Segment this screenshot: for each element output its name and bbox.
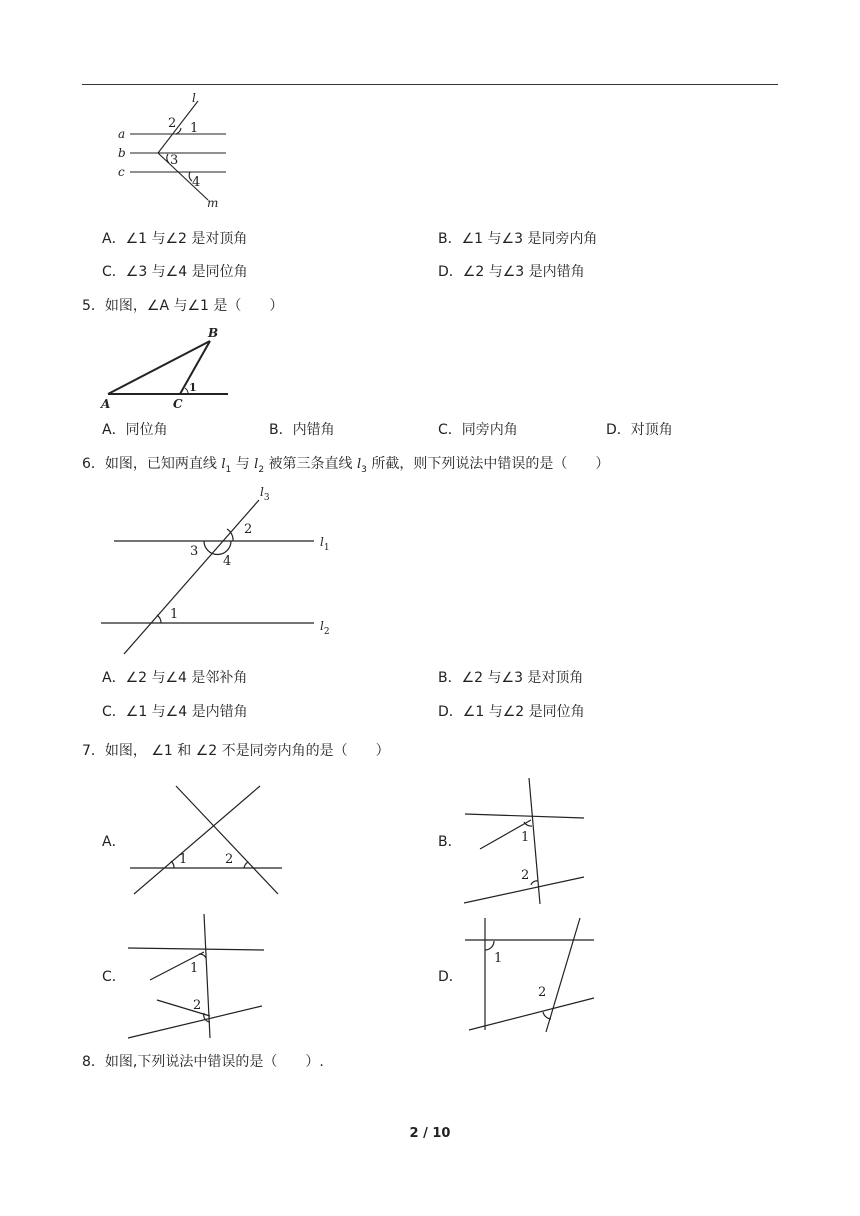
q5-label-c: C <box>173 397 183 411</box>
q5-option-c: C．同旁内角 <box>438 422 518 438</box>
q6-stem-post: 所截，则下列说法中错误的是（ ） <box>366 456 610 472</box>
q6-option-c: C．∠1 与∠4 是内错角 <box>102 704 248 720</box>
q6-option-d: D．∠1 与∠2 是同位角 <box>438 704 585 720</box>
q6-figure <box>96 480 346 660</box>
q7-option-a-label: A． <box>102 834 126 850</box>
q8-stem: 8．如图,下列说法中错误的是（ ）. <box>82 1054 324 1070</box>
q6-angle-4: 4 <box>223 554 232 569</box>
q5-label-b: B <box>208 326 219 340</box>
q6-option-b: B．∠2 与∠3 是对顶角 <box>438 670 584 686</box>
q5-option-a: A．同位角 <box>102 422 168 438</box>
q6-stem-l3-sub: 3 <box>361 464 367 475</box>
q7-option-b-label: B． <box>438 834 462 850</box>
q7-stem: 7．如图， ∠1 和 ∠2 不是同旁内角的是（ ） <box>82 743 390 759</box>
q7-option-d-figure <box>460 914 600 1038</box>
q6-stem-l2-sub: 2 <box>258 464 265 475</box>
q4-label-a: a <box>118 127 126 141</box>
q4-option-b: B．∠1 与∠3 是同旁内角 <box>438 231 598 247</box>
q6-angle-2: 2 <box>244 522 253 537</box>
q4-figure <box>110 90 250 214</box>
q5-option-b: B．内错角 <box>269 422 335 438</box>
q4-option-c: C．∠3 与∠4 是同位角 <box>102 264 248 280</box>
q4-label-l: l <box>192 91 196 105</box>
q6-stem <box>82 455 609 479</box>
q5-label-a: A <box>101 397 111 411</box>
q7-c-angle-2: 2 <box>193 998 202 1013</box>
q6-label-l2: $l_2$ <box>320 619 330 637</box>
q6-stem-mid1: 与 <box>231 456 255 472</box>
q6-option-a: A．∠2 与∠4 是邻补角 <box>102 670 248 686</box>
q7-option-d-label: D． <box>438 969 463 985</box>
q7-a-angle-1: 1 <box>179 852 188 867</box>
q7-d-angle-2: 2 <box>538 985 547 1000</box>
q6-stem-l1: l <box>221 457 226 472</box>
q5-option-d: D．对顶角 <box>606 422 673 438</box>
q5-angle-1: 1 <box>189 381 197 394</box>
q4-label-b: b <box>118 146 126 160</box>
q5-figure <box>100 326 240 414</box>
q7-d-angle-1: 1 <box>494 951 503 966</box>
q7-b-angle-2: 2 <box>521 868 530 883</box>
q6-stem-l1-sub: 1 <box>225 464 232 475</box>
q4-option-d: D．∠2 与∠3 是内错角 <box>438 264 585 280</box>
q6-stem-pre: 6．如图，已知两直线 <box>82 456 222 472</box>
q6-stem-mid2: 被第三条直线 <box>264 456 357 472</box>
q6-label-l1: $l_1$ <box>320 535 330 553</box>
q7-a-angle-2: 2 <box>225 852 234 867</box>
q4-option-a: A．∠1 与∠2 是对顶角 <box>102 231 248 247</box>
q4-angle-3: 3 <box>170 153 179 168</box>
q5-stem: 5．如图，∠A 与∠1 是（ ） <box>82 298 284 314</box>
q4-angle-4: 4 <box>192 175 201 190</box>
q4-label-m: m <box>207 196 219 210</box>
q6-stem-l2: l <box>254 457 259 472</box>
q7-option-b-figure <box>460 774 590 908</box>
q7-b-angle-1: 1 <box>521 830 530 845</box>
q6-angle-3: 3 <box>190 544 199 559</box>
q7-c-angle-1: 1 <box>190 961 199 976</box>
q6-stem-l3: l <box>356 457 362 472</box>
q7-option-c-label: C． <box>102 969 126 985</box>
page-number: 2 / 10 <box>409 1126 451 1141</box>
q4-label-c: c <box>118 165 125 179</box>
header-rule <box>82 84 778 85</box>
q7-option-a-figure <box>124 782 294 902</box>
q6-label-l3: $l_3$ <box>260 485 270 503</box>
q6-angle-1: 1 <box>170 607 179 622</box>
q4-angle-1: 1 <box>190 121 199 136</box>
q4-angle-2: 2 <box>168 116 177 131</box>
q7-option-c-figure <box>124 910 269 1044</box>
